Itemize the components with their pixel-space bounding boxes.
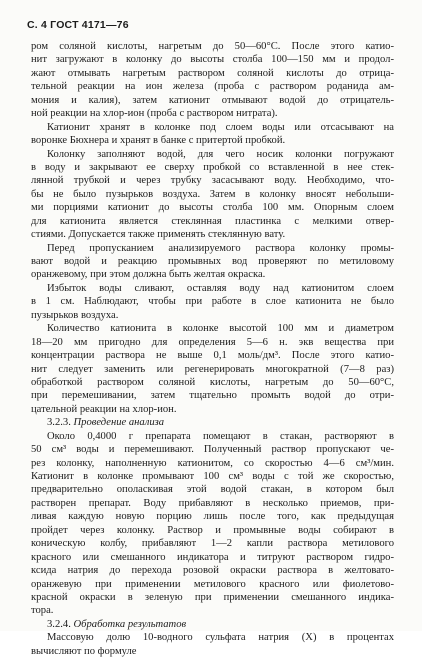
text-line: ливая каждую новую порцию лишь после того, как предыдущая	[31, 511, 394, 523]
text-line: для катионита является стеклянная пластинка с мелкими отвер-	[31, 215, 394, 227]
text-line: Массовую долю 10-водного сульфата натрия (X) в процентах	[47, 632, 394, 644]
text-line: при перемешивании, затем тщательно промыть водой до отри-	[31, 390, 394, 402]
text-line: красной окраски в зеленую при применении смешанного индика-	[31, 591, 394, 603]
text-line: пузырьков воздуха.	[31, 309, 119, 321]
section-number: 3.2.3.	[47, 417, 71, 429]
section-title: Обработка результатов	[73, 618, 187, 630]
text-line: растворен препарат. Воду прибавляют в несколько приемов, при-	[31, 497, 394, 509]
section-title: Проведение анализа	[73, 417, 165, 429]
text-line: ми порциями катионит до высоты столба 100 мм. Опорным слоем	[31, 202, 394, 214]
text-line: Колонку заполняют водой, для чего носик колонки погружают	[47, 148, 394, 160]
text-line: в воду и закрывают ее сверху пробкой со вставленной в нее стек-	[31, 161, 394, 173]
text-line: предварительно ополаскивая этой водой стакан, в котором был	[31, 484, 394, 496]
section-heading	[31, 618, 394, 631]
text-line: бы не было пузырьков воздуха. Затем в колонку вносят небольши-	[31, 188, 394, 200]
text-line: лянной трубкой и через трубку засасывают воду. Необходимо, что-	[31, 175, 394, 187]
text-line: концентрации раствора не выше 0,1 моль/дм³. После этого катио-	[31, 350, 394, 362]
text-line: Перед пропусканием анализируемого раствора колонку промы-	[47, 242, 394, 254]
text-line: в 1 см. Наблюдают, чтобы при работе в слое катионита не было	[31, 296, 394, 308]
text-line: жают отмывать нагретым раствором соляной кислоты до отрица-	[31, 67, 394, 79]
text-line: обработкой раствором соляной кислоты, нагретым до 50—60°С,	[31, 376, 394, 388]
page-header: С. 4 ГОСТ 4171—76	[27, 19, 129, 31]
text-line: коническую колбу, прибавляют 1—2 капли раствора метилового	[31, 538, 394, 550]
text-line: Катионит в колонке промывают 100 см³ воды с той же скоростью,	[31, 471, 394, 482]
text-line: красного или смешанного индикатора и титруют раствором гидро-	[31, 551, 394, 563]
text-line: ксида натрия до перехода розовой окраски раствора в желтовато-	[31, 565, 394, 577]
text-line: Избыток воды сливают, оставляя воду над катионитом слоем	[47, 282, 394, 294]
text-line: 18—20 мм пригодно для определения 5—6 н. экв вещества при	[31, 336, 394, 348]
text-line: ром соляной кислоты, нагретым до 50—60°С. После этого катио-	[31, 41, 394, 52]
text-line: вычисляют по формуле	[31, 645, 137, 657]
text-line: пройдет через колонку. Раствор и промывные воды собирают в	[31, 524, 394, 536]
text-line: оранжевую при применении метилового красного или фиолетово-	[31, 578, 394, 590]
text-line: стиями. Допускается также применять стеклянную вату.	[31, 229, 286, 241]
text-line: 50 см³ воды и перемешивают. Полученный раствор пропускают че-	[31, 444, 394, 456]
section-heading	[31, 416, 394, 429]
text-line: вают водой и реакцию промывных вод проверяют по метиловому	[31, 256, 394, 267]
section-number: 3.2.4.	[47, 618, 71, 630]
text-line: рез колонку, наполненную катионитом, со скоростью 4—6 см³/мин.	[31, 457, 394, 469]
text-line: мония и калия), затем катионит отмывают водой до отрицатель-	[31, 94, 394, 106]
document-body	[31, 40, 394, 658]
text-line: тельной реакции на ион железа (проба с раствором роданида ам-	[31, 81, 394, 93]
text-line: Катионит хранят в колонке под слоем воды или отсасывают на	[47, 121, 394, 133]
text-line: нит загружают в колонку до высоты столба 100—150 мм и продол-	[31, 54, 394, 66]
text-line: ной реакции на хлор-ион (проба с раствором нитрата).	[31, 108, 278, 120]
text-line: цательной реакции на хлор-ион.	[31, 403, 177, 415]
text-line: Количество катионита в колонке высотой 100 мм и диаметром	[47, 323, 394, 335]
text-line: нит следует заменить или регенерировать многократной (7—8 раз)	[31, 363, 394, 375]
text-line: воронке Бюхнера и хранят в банке с притертой пробкой.	[31, 135, 286, 147]
text-line: оранжевому, при этом должна быть желтая окраска.	[31, 269, 266, 281]
text-line: тора.	[31, 605, 54, 617]
text-line: Около 0,4000 г препарата помещают в стакан, растворяют в	[47, 430, 394, 442]
